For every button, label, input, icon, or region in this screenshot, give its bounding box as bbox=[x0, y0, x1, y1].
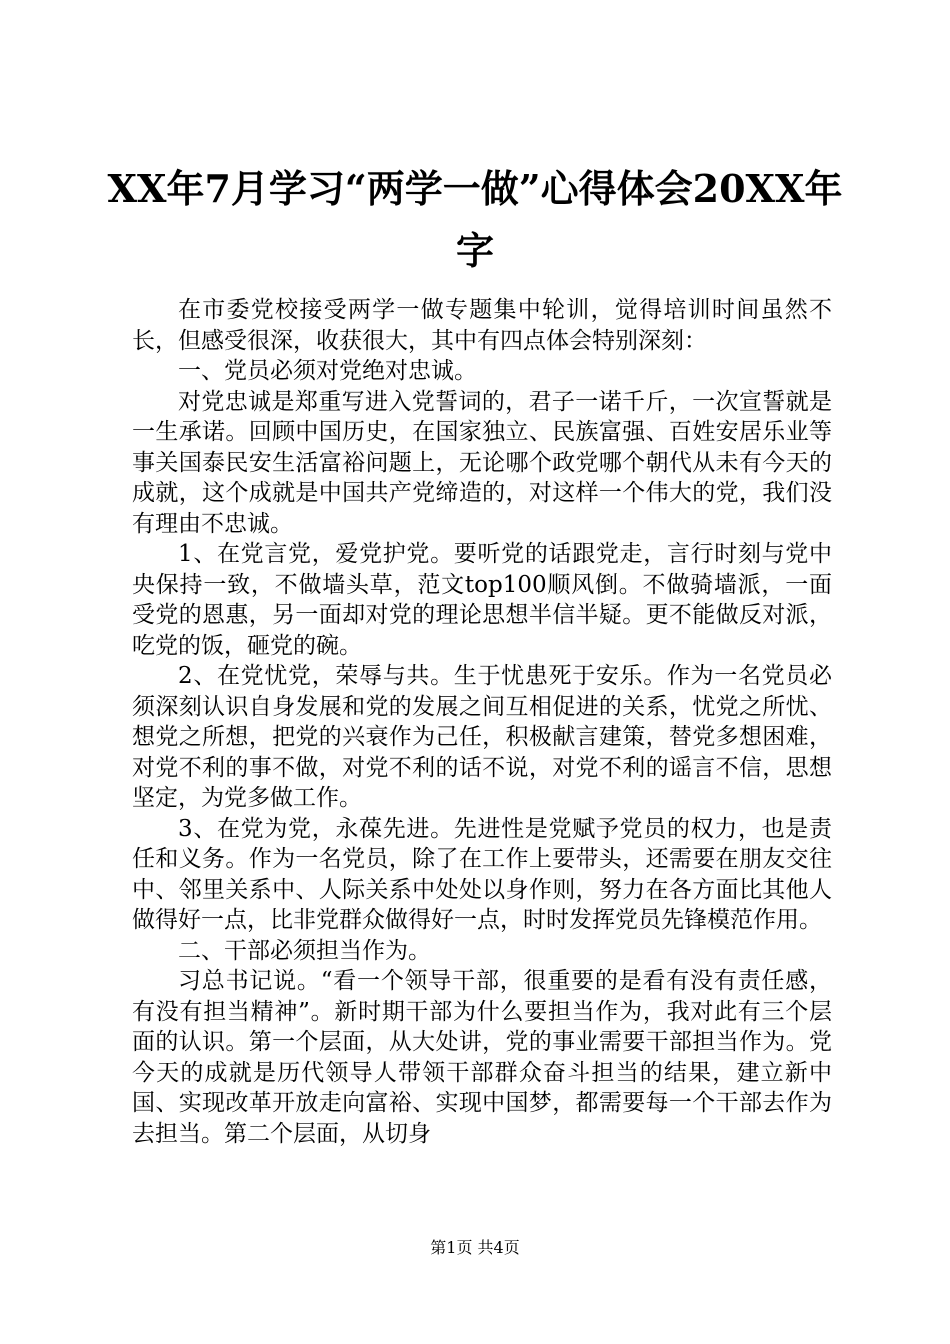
paragraph-point-2: 2、在党忧党，荣辱与共。生于忧患死于安乐。作为一名党员必须深刻认识自身发展和党的发展之间互相促进的关系，忧党之所忧、想党之所想，把党的兴衰作为己任，积极献言建策，替党多想困难，对党不利的事不做，对党不利的话不说，对党不利的谣言不信，思想坚定，为党多做工作。 bbox=[132, 663, 832, 811]
page-footer: 第1页 共4页 bbox=[430, 1238, 520, 1257]
document-body bbox=[132, 295, 832, 1149]
paragraph-responsibility: 习总书记说。“看一个领导干部，很重要的是看有没有责任感，有没有担当精神”。新时期干部为什么要担当作为，我对此有三个层面的认识。第一个层面，从大处讲，党的事业需要干部担当作为。党今天的成就是历代领导人带领干部群众奋斗担当的结果，建立新中国、实现改革开放走向富裕、实现中国梦，都需要每一个干部去作为去担当。第二个层面，从切身 bbox=[132, 968, 832, 1147]
paragraph-loyalty: 对党忠诚是郑重写进入党誓词的，君子一诺千斤，一次宣誓就是一生承诺。回顾中国历史，在国家独立、民族富强、百姓安居乐业等事关国泰民安生活富裕问题上，无论哪个政党哪个朝代从未有今天的成就，这个成就是中国共产党缔造的，对这样一个伟大的党，我们没有理由不忠诚。 bbox=[132, 388, 832, 537]
heading-section-1: 一、党员必须对党绝对忠诚。 bbox=[178, 358, 477, 384]
paragraph-intro: 在市委党校接受两学一做专题集中轮训，觉得培训时间虽然不长，但感受很深，收获很大，其中有四点体会特别深刻： bbox=[132, 297, 832, 354]
paragraph-point-3: 3、在党为党，永葆先进。先进性是党赋予党员的权力，也是责任和义务。作为一名党员，除了在工作上要带头，还需要在朋友交往中、邻里关系中、人际关系中处处以身作则，努力在各方面比其他人做得好一点，比非党群众做得好一点，时时发挥党员先锋模范作用。 bbox=[132, 815, 832, 933]
paragraph-point-1: 1、在党言党，爱党护党。要听党的话跟党走，言行时刻与党中央保持一致，不做墙头草，范文top100顺风倒。不做骑墙派，一面受党的恩惠，另一面却对党的理论思想半信半疑。更不能做反对派，吃党的饭，砸党的碗。 bbox=[132, 541, 832, 659]
heading-section-2: 二、干部必须担当作为。 bbox=[178, 937, 431, 964]
document-title: XX年7月学习“两学一做”心得体会20XX年字 bbox=[107, 166, 843, 273]
